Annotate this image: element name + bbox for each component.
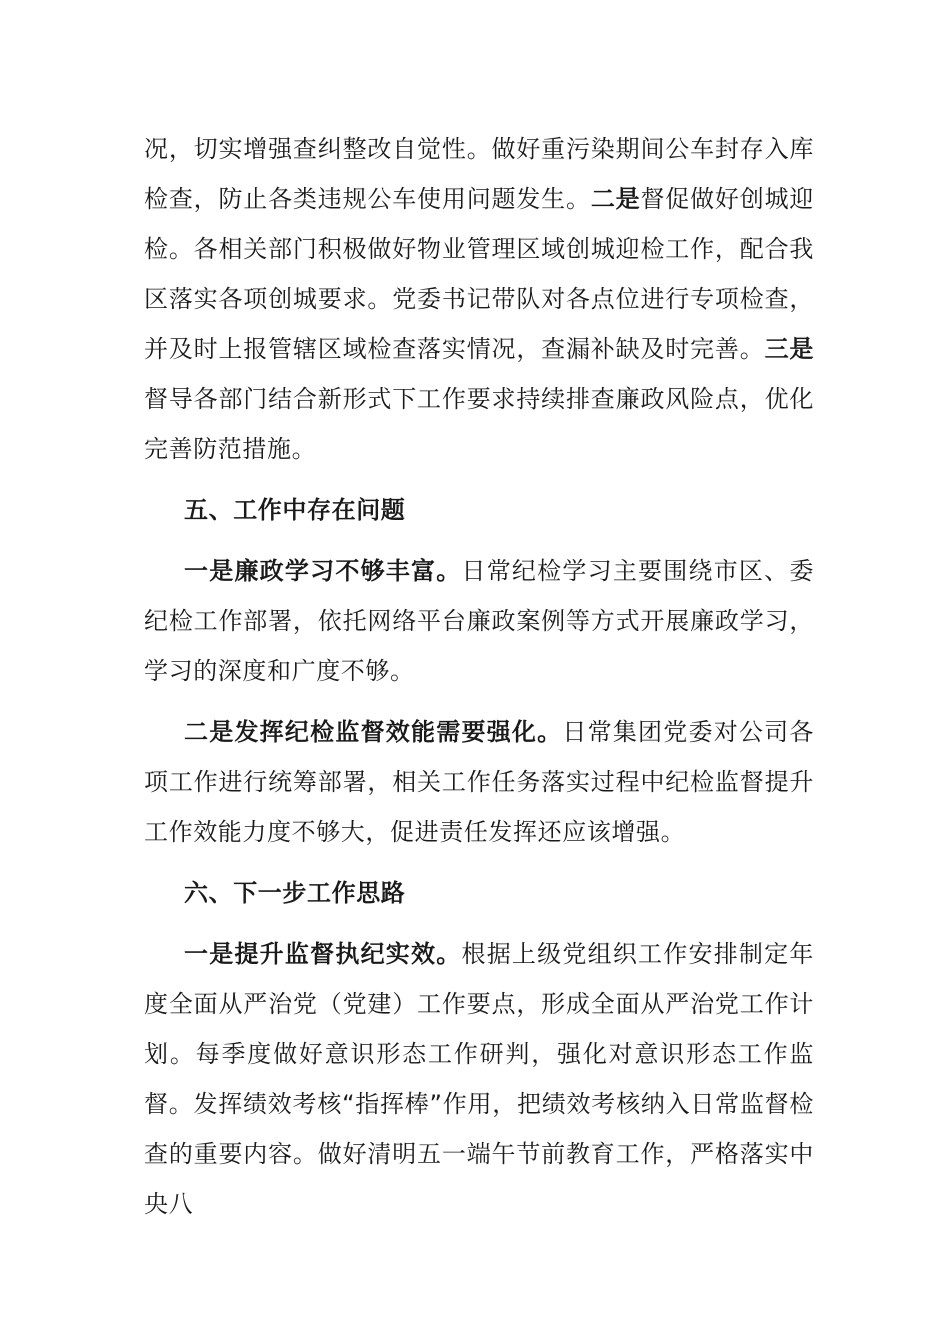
bold-span: 一是廉政学习不够丰富。	[184, 557, 462, 585]
document-page	[144, 124, 814, 1229]
bold-span: 一是提升监督执纪实效。	[184, 940, 462, 968]
text-span: 日常集团党委对公司各项工作进行统筹部署，相关工作任务落实过程中纪检监督提升工作效能力度不够大，促进责任发挥还应该增强。	[144, 718, 814, 846]
paragraph-continuation	[144, 124, 814, 474]
section-heading-6: 六、下一步工作思路	[184, 879, 406, 907]
paragraph-plan-1	[144, 929, 814, 1229]
paragraph-issue-1	[144, 546, 814, 696]
text-span: 根据上级党组织工作安排制定年度全面从严治党（党建）工作要点，形成全面从严治党工作计划。每季度做好意识形态工作研判，强化对意识形态工作监督。发挥绩效考核“指挥棒”作用，把绩效考核纳入日常监督检查的重要内容。做好清明五一端午节前教育工作，严格落实中央八	[144, 940, 814, 1218]
bold-span: 二是	[590, 185, 641, 213]
bold-span: 三是	[764, 335, 815, 363]
section-heading-5: 五、工作中存在问题	[184, 496, 406, 524]
paragraph-issue-2	[144, 707, 814, 857]
text-span: 督促做好创城迎检。各相关部门积极做好物业管理区域创城迎检工作，配合我区落实各项创城要求。党委书记带队对各点位进行专项检查，并及时上报管辖区域检查落实情况，查漏补缺及时完善。	[144, 185, 815, 363]
text-span: 日常纪检学习主要围绕市区、委纪检工作部署，依托网络平台廉政案例等方式开展廉政学习，学习的深度和广度不够。	[144, 557, 814, 685]
bold-span: 二是发挥纪检监督效能需要强化。	[184, 718, 563, 746]
text-span: 况，切实增强查纠整改自觉性。做好重污染期间公车封存入库检查，防止各类违规公车使用问题发生。	[144, 135, 814, 213]
text-span: 督导各部门结合新形式下工作要求持续排查廉政风险点，优化完善防范措施。	[144, 385, 814, 463]
